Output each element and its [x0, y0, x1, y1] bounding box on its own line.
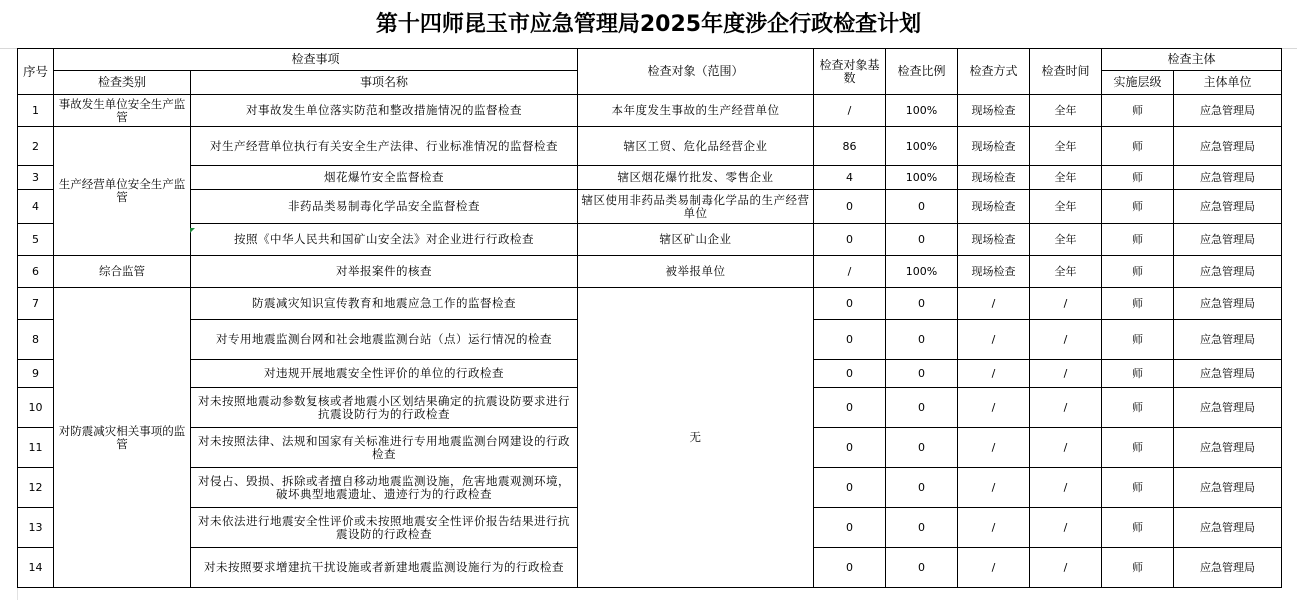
cell-object: 无 — [578, 288, 814, 588]
cell-ratio: 0 — [886, 360, 958, 388]
cell-object: 辖区烟花爆竹批发、零售企业 — [578, 166, 814, 190]
cell-ratio: 0 — [886, 224, 958, 256]
cell-no: 5 — [18, 224, 54, 256]
cell-no: 2 — [18, 127, 54, 166]
cell-time: / — [1030, 388, 1102, 428]
cell-ratio: 0 — [886, 190, 958, 224]
cell-no: 12 — [18, 468, 54, 508]
cell-level: 师 — [1102, 166, 1174, 190]
table-row — [18, 224, 1282, 256]
cell-item-name: 对违规开展地震安全性评价的单位的行政检查 — [191, 360, 578, 388]
inspection-plan-table — [17, 48, 1282, 588]
cell-time: 全年 — [1030, 95, 1102, 127]
cell-base: 86 — [814, 127, 886, 166]
cell-method: 现场检查 — [958, 190, 1030, 224]
cell-unit: 应急管理局 — [1174, 320, 1282, 360]
cell-time: / — [1030, 288, 1102, 320]
cell-time: / — [1030, 468, 1102, 508]
cell-method: / — [958, 388, 1030, 428]
cell-unit: 应急管理局 — [1174, 224, 1282, 256]
header-subject-group: 检查主体 — [1102, 49, 1282, 71]
cell-base: 4 — [814, 166, 886, 190]
cell-time: / — [1030, 548, 1102, 588]
cell-item-name: 对未按照要求增建抗干扰设施或者新建地震监测设施行为的行政检查 — [191, 548, 578, 588]
cell-ratio: 100% — [886, 127, 958, 166]
cell-time: 全年 — [1030, 224, 1102, 256]
cell-item-name: 防震减灾知识宣传教育和地震应急工作的监督检查 — [191, 288, 578, 320]
cell-no: 10 — [18, 388, 54, 428]
cell-ratio: 0 — [886, 548, 958, 588]
cell-level: 师 — [1102, 127, 1174, 166]
table-row — [18, 95, 1282, 127]
cell-level: 师 — [1102, 388, 1174, 428]
cell-method: / — [958, 360, 1030, 388]
cell-base: 0 — [814, 428, 886, 468]
cell-ratio: 0 — [886, 468, 958, 508]
cell-ratio: 100% — [886, 166, 958, 190]
cell-ratio: 100% — [886, 95, 958, 127]
cell-unit: 应急管理局 — [1174, 256, 1282, 288]
cell-item-name: 对未按照地震动参数复核或者地震小区划结果确定的抗震设防要求进行抗震设防行为的行政检查 — [191, 388, 578, 428]
cell-category: 生产经营单位安全生产监管 — [54, 127, 191, 256]
cell-method: 现场检查 — [958, 224, 1030, 256]
cell-method: / — [958, 548, 1030, 588]
cell-item-name: 烟花爆竹安全监督检查 — [191, 166, 578, 190]
cell-base: 0 — [814, 360, 886, 388]
header-ratio: 检查比例 — [886, 49, 958, 95]
table-row — [18, 288, 1282, 320]
cell-unit: 应急管理局 — [1174, 190, 1282, 224]
cell-level: 师 — [1102, 224, 1174, 256]
header-object: 检查对象（范围） — [578, 49, 814, 95]
cell-item-name: 非药品类易制毒化学品安全监督检查 — [191, 190, 578, 224]
header-method: 检查方式 — [958, 49, 1030, 95]
cell-no: 3 — [18, 166, 54, 190]
cell-object: 辖区使用非药品类易制毒化学品的生产经营单位 — [578, 190, 814, 224]
cell-base: 0 — [814, 388, 886, 428]
cell-unit: 应急管理局 — [1174, 95, 1282, 127]
cell-method: / — [958, 428, 1030, 468]
cell-no: 11 — [18, 428, 54, 468]
cell-no: 4 — [18, 190, 54, 224]
cell-level: 师 — [1102, 468, 1174, 508]
sheet-row-header-strip — [0, 48, 18, 600]
cell-no: 1 — [18, 95, 54, 127]
cell-time: 全年 — [1030, 256, 1102, 288]
cell-ratio: 0 — [886, 508, 958, 548]
cell-no: 7 — [18, 288, 54, 320]
cell-level: 师 — [1102, 548, 1174, 588]
cell-no: 8 — [18, 320, 54, 360]
cell-item-name: 对生产经营单位执行有关安全生产法律、行业标准情况的监督检查 — [191, 127, 578, 166]
cell-category: 对防震减灾相关事项的监管 — [54, 288, 191, 588]
cell-method: 现场检查 — [958, 95, 1030, 127]
cell-level: 师 — [1102, 190, 1174, 224]
header-item-group: 检查事项 — [54, 49, 578, 71]
cell-object: 辖区矿山企业 — [578, 224, 814, 256]
cell-level: 师 — [1102, 508, 1174, 548]
cell-time: / — [1030, 360, 1102, 388]
header-item-name: 事项名称 — [191, 71, 578, 95]
cell-method: 现场检查 — [958, 166, 1030, 190]
cell-unit: 应急管理局 — [1174, 508, 1282, 548]
cell-base: / — [814, 256, 886, 288]
cell-item-name: 按照《中华人民共和国矿山安全法》对企业进行行政检查 — [191, 224, 578, 256]
header-category: 检查类别 — [54, 71, 191, 95]
cell-method: / — [958, 508, 1030, 548]
cell-object: 辖区工贸、危化品经营企业 — [578, 127, 814, 166]
table-row — [18, 127, 1282, 166]
cell-level: 师 — [1102, 320, 1174, 360]
cell-method: / — [958, 320, 1030, 360]
cell-ratio: 100% — [886, 256, 958, 288]
cell-base: 0 — [814, 224, 886, 256]
cell-base: / — [814, 95, 886, 127]
cell-item-name: 对专用地震监测台网和社会地震监测台站（点）运行情况的检查 — [191, 320, 578, 360]
cell-no: 14 — [18, 548, 54, 588]
cell-method: / — [958, 288, 1030, 320]
cell-no: 6 — [18, 256, 54, 288]
cell-base: 0 — [814, 288, 886, 320]
cell-level: 师 — [1102, 288, 1174, 320]
cell-level: 师 — [1102, 256, 1174, 288]
cell-time: / — [1030, 428, 1102, 468]
cell-level: 师 — [1102, 428, 1174, 468]
table-row — [18, 190, 1282, 224]
cell-item-name: 对事故发生单位落实防范和整改措施情况的监督检查 — [191, 95, 578, 127]
header-unit: 主体单位 — [1174, 71, 1282, 95]
cell-unit: 应急管理局 — [1174, 288, 1282, 320]
cell-unit: 应急管理局 — [1174, 388, 1282, 428]
cell-category: 事故发生单位安全生产监管 — [54, 95, 191, 127]
header-time: 检查时间 — [1030, 49, 1102, 95]
table-row — [18, 256, 1282, 288]
cell-time: / — [1030, 508, 1102, 548]
cell-method: / — [958, 468, 1030, 508]
comment-indicator-icon — [190, 228, 195, 233]
cell-level: 师 — [1102, 360, 1174, 388]
cell-base: 0 — [814, 190, 886, 224]
cell-item-name: 对未依法进行地震安全性评价或未按照地震安全性评价报告结果进行抗震设防的行政检查 — [191, 508, 578, 548]
header-seq: 序号 — [18, 49, 54, 95]
page-title: 第十四师昆玉市应急管理局2025年度涉企行政检查计划 — [0, 0, 1297, 49]
table-row — [18, 166, 1282, 190]
cell-base: 0 — [814, 508, 886, 548]
cell-category: 综合监管 — [54, 256, 191, 288]
header-base: 检查对象基数 — [814, 49, 886, 95]
cell-base: 0 — [814, 320, 886, 360]
cell-unit: 应急管理局 — [1174, 428, 1282, 468]
cell-unit: 应急管理局 — [1174, 468, 1282, 508]
cell-unit: 应急管理局 — [1174, 360, 1282, 388]
cell-ratio: 0 — [886, 320, 958, 360]
cell-level: 师 — [1102, 95, 1174, 127]
cell-unit: 应急管理局 — [1174, 548, 1282, 588]
cell-ratio: 0 — [886, 288, 958, 320]
cell-object: 本年度发生事故的生产经营单位 — [578, 95, 814, 127]
cell-item-name: 对侵占、毁损、拆除或者擅自移动地震监测设施，危害地震观测环境，破坏典型地震遗址、遗迹行为的行政检查 — [191, 468, 578, 508]
cell-no: 9 — [18, 360, 54, 388]
cell-object: 被举报单位 — [578, 256, 814, 288]
cell-ratio: 0 — [886, 388, 958, 428]
cell-base: 0 — [814, 548, 886, 588]
cell-item-name: 对未按照法律、法规和国家有关标准进行专用地震监测台网建设的行政检查 — [191, 428, 578, 468]
cell-method: 现场检查 — [958, 256, 1030, 288]
cell-time: 全年 — [1030, 127, 1102, 166]
cell-item-name: 对举报案件的核查 — [191, 256, 578, 288]
cell-base: 0 — [814, 468, 886, 508]
cell-time: / — [1030, 320, 1102, 360]
header-level: 实施层级 — [1102, 71, 1174, 95]
cell-unit: 应急管理局 — [1174, 127, 1282, 166]
cell-time: 全年 — [1030, 166, 1102, 190]
cell-method: 现场检查 — [958, 127, 1030, 166]
cell-time: 全年 — [1030, 190, 1102, 224]
cell-no: 13 — [18, 508, 54, 548]
cell-ratio: 0 — [886, 428, 958, 468]
cell-unit: 应急管理局 — [1174, 166, 1282, 190]
